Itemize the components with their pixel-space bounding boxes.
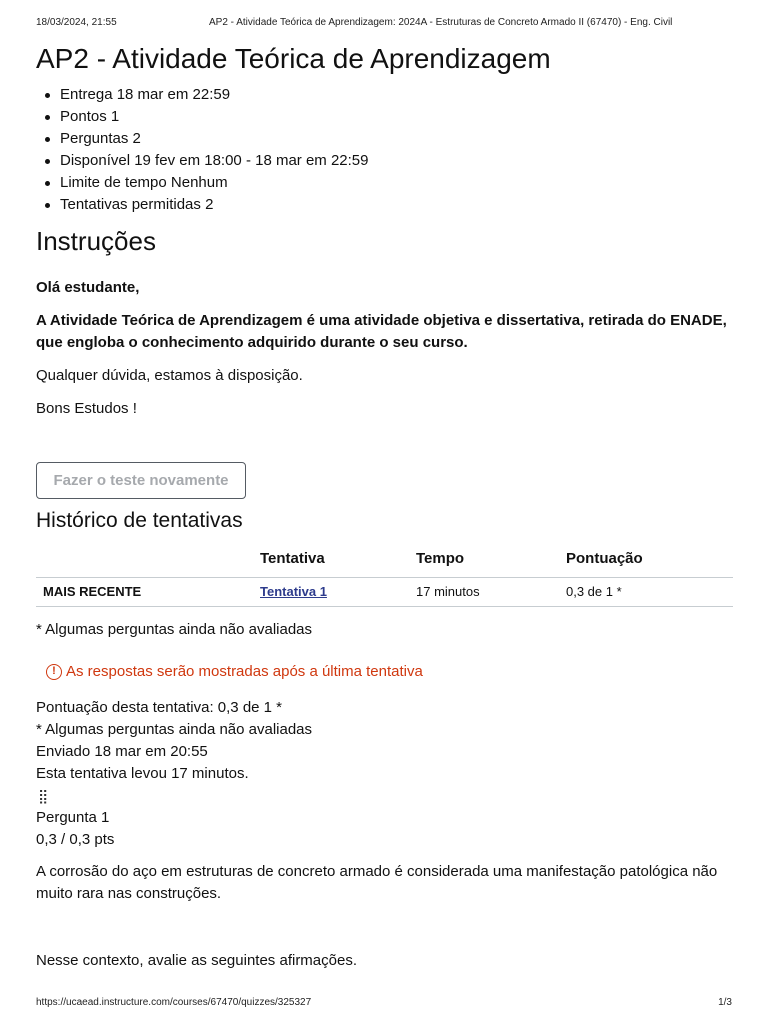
warning-icon: ! [46,664,62,680]
print-doc-title: AP2 - Atividade Teórica de Aprendizagem: 2024A - Estruturas de Concreto Armado II (67470) - Eng. Civil [209,17,673,28]
column-header-attempt: Tentativa [260,550,325,568]
column-header-time: Tempo [416,550,465,568]
print-footer [36,997,732,1011]
attempt-summary [36,697,736,851]
score-cell: 0,3 de 1 * [566,584,622,599]
detail-points: Pontos 1 [36,106,736,128]
print-url: https://ucaead.instructure.com/courses/67470/quizzes/325327 [36,997,312,1008]
detail-available: Disponível 19 fev em 18:00 - 18 mar em 22:59 [36,150,736,172]
attempt-history-table [36,541,733,607]
question-prompt: Nesse contexto, avalie as seguintes afirmações. [36,951,357,969]
detail-due-date: Entrega 18 mar em 22:59 [36,84,736,106]
attempt-history-heading: Histórico de tentativas [36,509,243,532]
page-title: AP2 - Atividade Teórica de Aprendizagem [36,43,551,74]
column-header-score: Pontuação [566,550,643,568]
retake-quiz-button[interactable]: Fazer o teste novamente [36,462,246,499]
detail-time-limit: Limite de tempo Nenhum [36,172,736,194]
row-label: MAIS RECENTE [43,584,142,599]
print-header [36,17,732,31]
pending-grading-note: * Algumas perguntas ainda não avaliadas [36,620,313,638]
alert-text: As respostas serão mostradas após a última tentativa [66,662,423,680]
attempt-score: Pontuação desta tentativa: 0,3 de 1 * [36,698,283,716]
attempt-sent-date: Enviado 18 mar em 20:55 [36,742,208,760]
instructions-closing: Bons Estudos ! [36,400,137,417]
detail-allowed-attempts: Tentativas permitidas 2 [36,194,736,216]
question-points: 0,3 / 0,3 pts [36,830,115,848]
attempt-pending-note: * Algumas perguntas ainda não avaliadas [36,720,313,738]
quiz-details-list [36,84,736,216]
column-header-label [36,541,260,577]
attempt-link[interactable]: Tentativa 1 [260,584,327,599]
print-date: 18/03/2024, 21:55 [36,17,117,28]
attempt-duration: Esta tentativa levou 17 minutos. [36,764,249,782]
instructions-doubts: Qualquer dúvida, estamos à disposição. [36,367,303,384]
question-text: A corrosão do aço em estruturas de concreto armado é considerada uma manifestação patológica não muito rara nas construções. [36,862,718,902]
table-header-row [36,541,733,577]
table-row [36,577,733,606]
quiz-content [36,42,736,972]
answers-hidden-alert [46,661,736,683]
instructions-intro: A Atividade Teórica de Aprendizagem é uma atividade objetiva e dissertativa, retirada do ENADE, que engloba o conhecimento adquirido durante o seu curso. [36,312,727,351]
instructions-greeting: Olá estudante, [36,279,140,296]
drag-handle-icon[interactable]: ⣿ [38,787,48,804]
print-page-number: 1/3 [718,997,732,1008]
instructions-heading: Instruções [36,226,156,256]
attempt-cell [260,577,416,606]
time-cell: 17 minutos [416,584,480,599]
detail-questions: Perguntas 2 [36,128,736,150]
question-title: Pergunta 1 [36,808,110,826]
